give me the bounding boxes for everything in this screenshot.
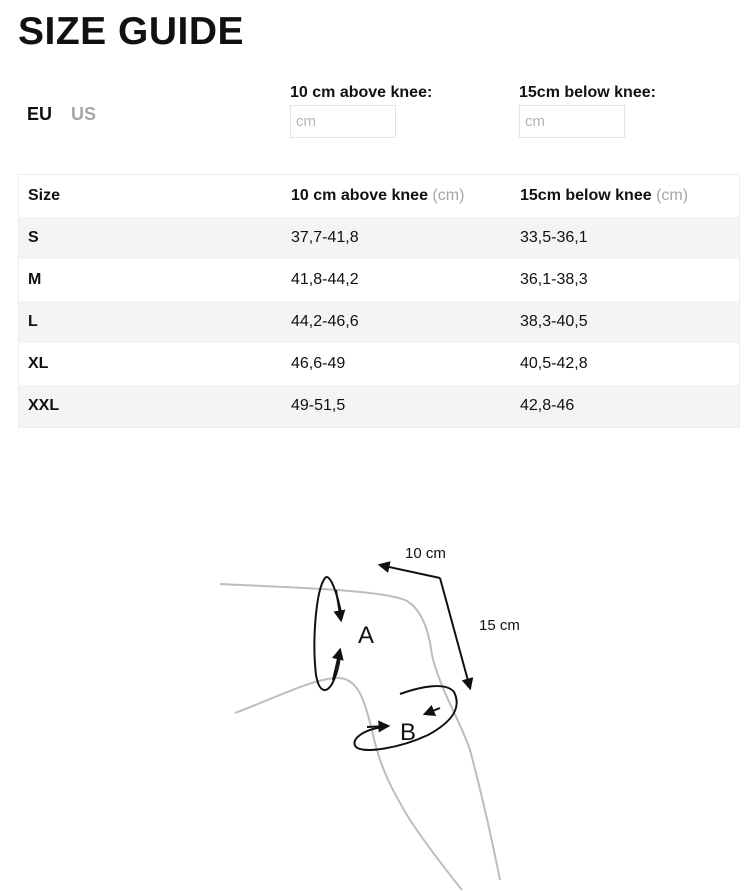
above-knee-input[interactable] — [290, 105, 396, 138]
table-row — [19, 301, 740, 343]
unit-eu-button[interactable]: EU — [27, 104, 53, 124]
cell-above: 46,6-49 — [291, 355, 346, 372]
cell-above: 41,8-44,2 — [291, 271, 359, 288]
above-knee-field-group — [290, 84, 432, 138]
knee-measurement-diagram — [0, 530, 750, 891]
cell-size: M — [28, 271, 42, 288]
loop-a-path — [314, 577, 342, 690]
cell-above: 49-51,5 — [291, 397, 346, 414]
table-row — [19, 259, 740, 301]
header-above-unit: (cm) — [432, 187, 465, 204]
page-title: SIZE GUIDE — [18, 10, 245, 53]
cell-below: 42,8-46 — [520, 397, 575, 414]
header-above-label: 10 cm above knee — [291, 187, 428, 204]
loop-b-arrow-left — [367, 726, 388, 727]
header-below-unit: (cm) — [656, 187, 689, 204]
table-header-row — [19, 175, 740, 218]
dimension-15cm-line — [440, 578, 470, 688]
unit-toggle — [27, 104, 110, 125]
cell-above: 44,2-46,6 — [291, 313, 359, 330]
table-row — [19, 217, 740, 259]
cell-below: 38,3-40,5 — [520, 313, 588, 330]
header-below-label: 15cm below knee — [520, 187, 652, 204]
cell-size: L — [28, 313, 38, 330]
measure-loop-a — [314, 577, 342, 690]
cell-below: 40,5-42,8 — [520, 355, 588, 372]
table-row — [19, 385, 740, 428]
size-table — [18, 174, 740, 428]
label-b: B — [400, 719, 417, 746]
above-knee-label: 10 cm above knee: — [290, 84, 433, 101]
header-below-knee — [520, 175, 740, 218]
dimension-15cm-label: 15 cm — [479, 617, 520, 634]
unit-us-button[interactable]: US — [71, 104, 97, 124]
below-knee-label: 15cm below knee: — [519, 84, 656, 101]
cell-above: 37,7-41,8 — [291, 229, 359, 246]
cell-size: S — [28, 229, 39, 246]
cell-size: XXL — [28, 397, 60, 414]
cell-size: XL — [28, 355, 49, 372]
table-row — [19, 343, 740, 385]
header-above-knee — [291, 175, 520, 218]
header-size: Size — [28, 187, 61, 204]
cell-below: 33,5-36,1 — [520, 229, 588, 246]
below-knee-input[interactable] — [519, 105, 625, 138]
dimension-10cm-line — [380, 565, 440, 578]
below-knee-field-group — [519, 84, 656, 138]
dimension-10cm-label: 10 cm — [405, 545, 446, 562]
label-a: A — [358, 622, 375, 649]
cell-below: 36,1-38,3 — [520, 271, 588, 288]
loop-b-arrow-right — [425, 708, 440, 714]
